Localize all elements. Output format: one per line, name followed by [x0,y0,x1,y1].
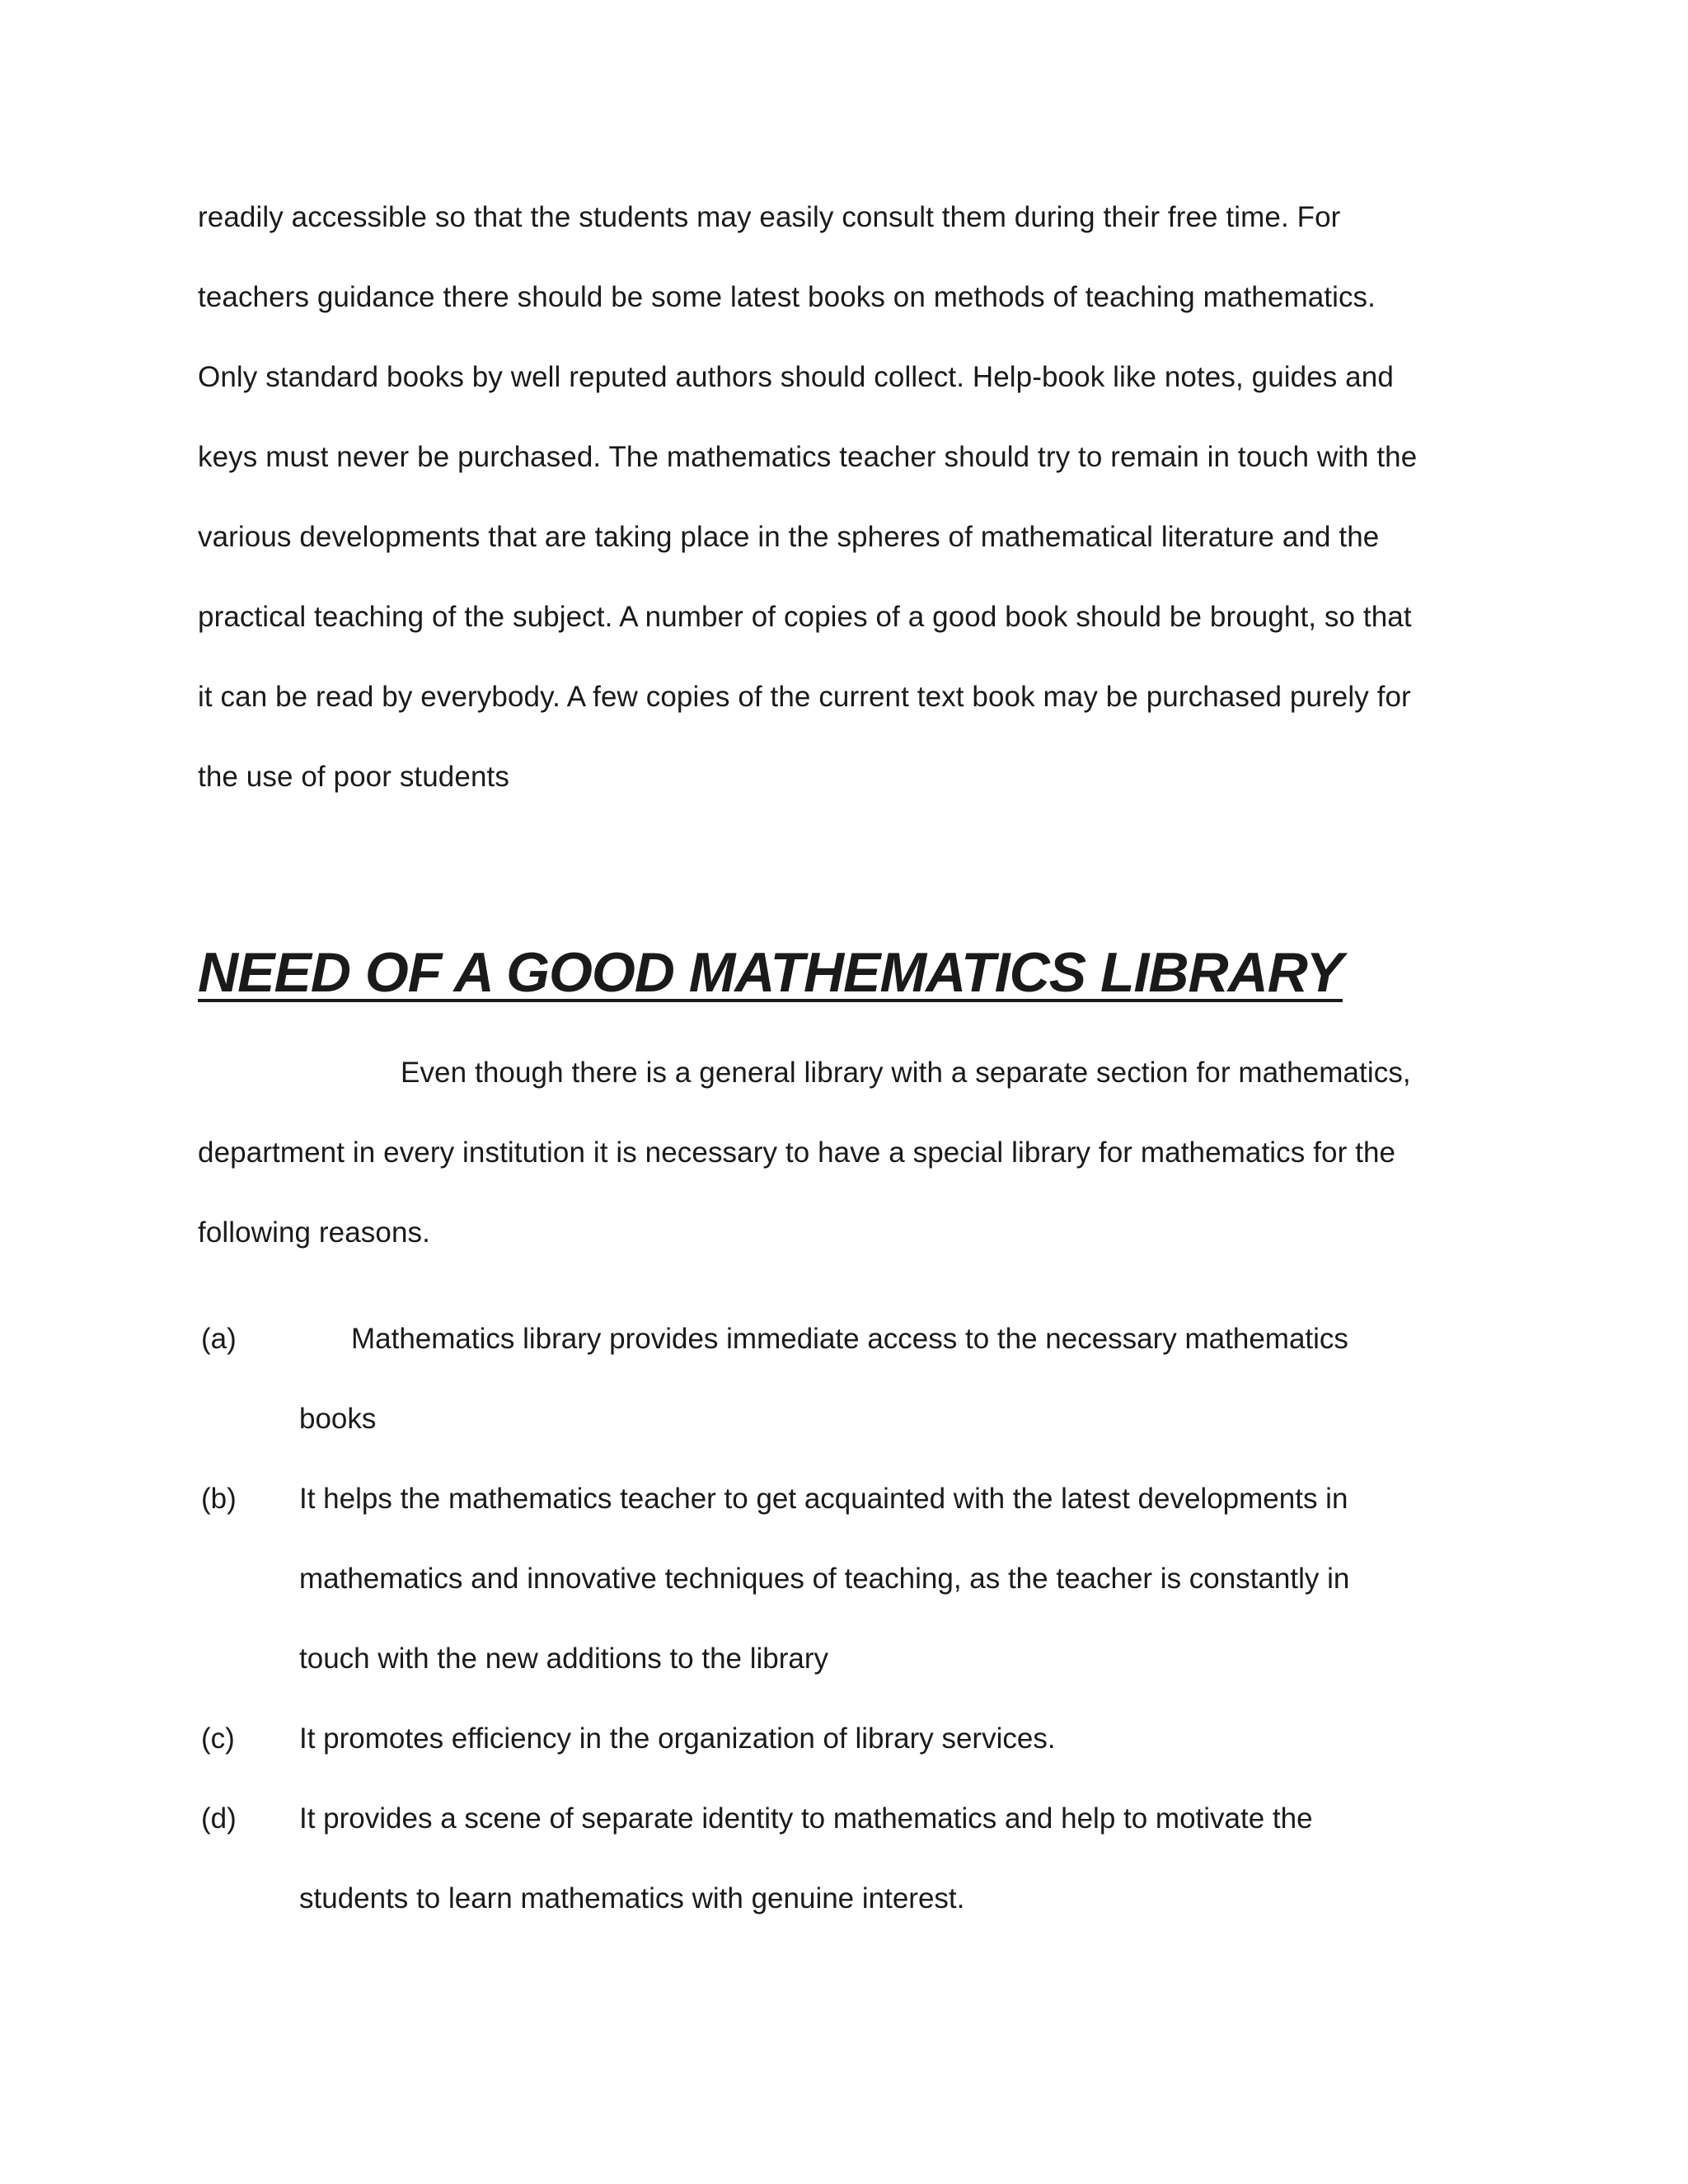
list-item-line: mathematics and innovative techniques of teaching, as the teacher is constantly in [299,1563,1350,1595]
list-item-line: touch with the new additions to the library [299,1643,829,1675]
list-item-line: Mathematics library provides immediate access to the necessary mathematics [351,1323,1348,1355]
paragraph-line: department in every institution it is necessary to have a special library for mathematics for the [198,1137,1396,1169]
paragraph-line: readily accessible so that the students may easily consult them during their free time. For [198,201,1341,233]
list-marker: (d) [201,1802,237,1835]
paragraph-line: various developments that are taking place in the spheres of mathematical literature and the [198,521,1380,553]
paragraph-line: practical teaching of the subject. A number of copies of a good book should be brought, so that [198,601,1412,633]
list-item-line: It helps the mathematics teacher to get acquainted with the latest developments in [299,1483,1348,1515]
paragraph-line: it can be read by everybody. A few copies of the current text book may be purchased purely for [198,681,1411,713]
list-item-line: It promotes efficiency in the organization of library services. [299,1722,1056,1755]
list-item-line: books [299,1403,377,1435]
section-heading: NEED OF A GOOD MATHEMATICS LIBRARY [198,941,1343,1004]
list-marker: (a) [201,1323,237,1355]
paragraph-line: Even though there is a general library with a separate section for mathematics, [401,1057,1411,1089]
paragraph-line: Only standard books by well reputed authors should collect. Help-book like notes, guides and [198,361,1394,393]
paragraph-line: teachers guidance there should be some latest books on methods of teaching mathematics. [198,281,1376,313]
list-marker: (b) [201,1483,237,1515]
paragraph-line: the use of poor students [198,761,509,793]
paragraph-line: keys must never be purchased. The mathematics teacher should try to remain in touch with the [198,441,1418,473]
paragraph-line: following reasons. [198,1216,430,1249]
list-item-line: It provides a scene of separate identity to mathematics and help to motivate the [299,1802,1313,1835]
list-item-line: students to learn mathematics with genuine interest. [299,1882,965,1915]
list-marker: (c) [201,1722,235,1755]
